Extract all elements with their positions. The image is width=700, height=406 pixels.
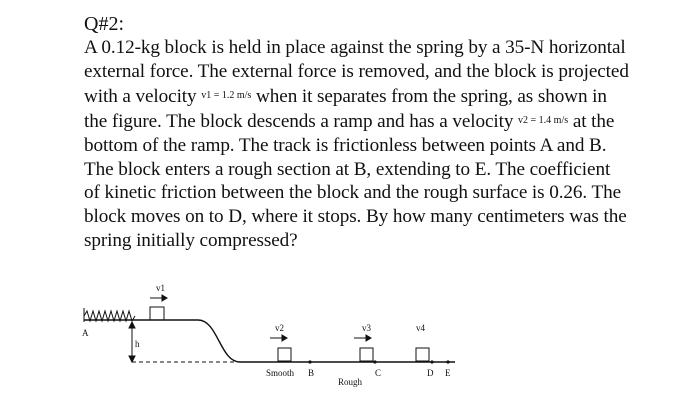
v2-equation: v2 = 1.4 m/s xyxy=(518,114,569,126)
v2-label: v2 xyxy=(275,323,284,333)
point-B xyxy=(308,360,311,363)
block-smooth xyxy=(278,348,291,361)
v2-arrow xyxy=(270,335,287,341)
point-D xyxy=(430,360,433,363)
v1-equation: v1 = 1.2 m/s xyxy=(201,89,252,101)
v3-arrow xyxy=(354,335,371,341)
track xyxy=(84,320,455,362)
v4-label: v4 xyxy=(416,323,425,333)
question-text-part-2: when it separates from the spring, as shown in the figure. The block descends a ramp and has a velocity xyxy=(84,85,607,132)
question-text xyxy=(84,36,629,253)
v1-label: v1 xyxy=(156,283,165,293)
smooth-label: Smooth xyxy=(266,368,295,378)
ramp-figure xyxy=(70,280,470,400)
block-final xyxy=(416,348,429,361)
point-D-label: D xyxy=(427,368,434,378)
point-E-label: E xyxy=(445,368,451,378)
point-E xyxy=(446,360,449,363)
point-C xyxy=(373,360,376,363)
block-top xyxy=(150,307,164,320)
h-label: h xyxy=(135,339,140,349)
question-text-part-1: A 0.12-kg block is held in place against the spring by a 35-N horizontal external force. The external force is removed, and the block is projected with a velocity xyxy=(84,37,629,107)
point-B-label: B xyxy=(308,368,315,378)
question-number: Q#2: xyxy=(84,13,124,35)
v3-label: v3 xyxy=(362,323,371,333)
v1-arrow xyxy=(150,295,167,301)
point-C-label: C xyxy=(375,368,382,378)
point-A-label: A xyxy=(82,328,89,338)
block-rough xyxy=(360,348,373,361)
question-text-part-3: at the bottom of the ramp. The track is frictionless between points A and B. The block enters a rough section at B, extending to E. The coefficient of kinetic friction between the block and the rough surface is 0.26. The block moves on to D, where it stops. By how many centimeters was the spring initially compressed? xyxy=(84,110,627,252)
rough-label: Rough xyxy=(338,377,363,387)
